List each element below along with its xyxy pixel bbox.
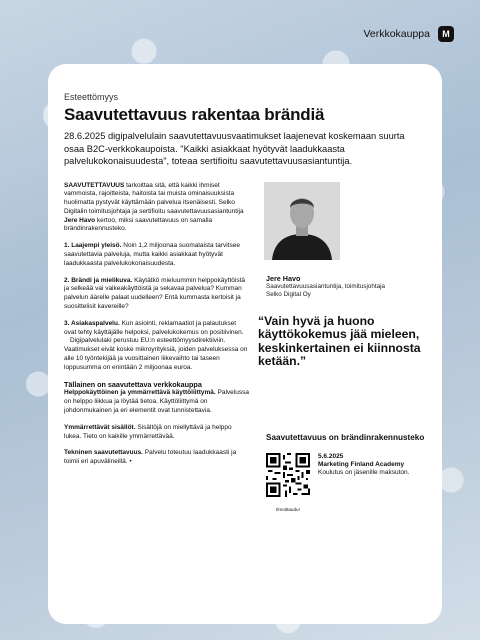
event-details <box>318 453 409 512</box>
qr-wrap[interactable] <box>266 453 310 512</box>
feature-3-text: Palvelu toteutuu laadukkaasti ja toimii eri apuvälineillä. • <box>64 449 237 466</box>
article-title: Saavutettavuus rakentaa brändiä <box>64 105 325 124</box>
event-organizer: Marketing Finland Academy <box>318 460 405 468</box>
article-body <box>64 182 250 512</box>
feature-2 <box>64 424 250 442</box>
intro-text-a: tarkoittaa sitä, että kaikki ihmiset vammoista, rajoitteista, haitoista tai muista ominaisuuksista huolimatta pystyvät käyttämään palvelua itsenäisesti. Selko Digitalin toimitusjohtaja ja sertifioitu saavutettavuusasiantuntija <box>64 181 244 215</box>
subheading: Tällainen on saavutettava verkkokauppa <box>64 379 202 389</box>
feature-1-text: Palvelussa on helppo liikkua ja löytää tietoa. Käyttöliittymä on johdonmukainen ja eri elementit ovat tunnistettavia. <box>64 389 249 415</box>
point-3 <box>64 320 250 338</box>
point-3-text: Kun asiointi, reklamaatiot ja palautukset ovat tehty käyttäjälle helpoksi, palvelukokemus on positiivinen. <box>64 319 244 336</box>
sidebar <box>258 182 426 512</box>
feature-2-text: Sisältöjä on miellyttävä ja helppo lukea. Tieto on kaikille ymmärrettävää. <box>64 423 232 440</box>
intro-name: Jere Havo <box>64 216 96 224</box>
person-role: Saavutettavuusasiantuntija, toimitusjohtaja <box>266 282 386 290</box>
section-label: Verkkokauppa <box>363 28 430 40</box>
point-2-text: Käytätkö mieluummin helppokäyttöistä ja selkeää vai vaikeakäyttöistä ja sekavaa palvelua? Kumman palvelun äärelle palaat uudelleen? Entä kummasta kertoisit ja suosittelisit kavereille? <box>64 276 246 311</box>
intro-strong: SAAVUTETTAVUUS <box>64 181 125 189</box>
point-1 <box>64 242 250 268</box>
point-2-heading: 2. Brändi ja mielikuva. <box>64 276 133 284</box>
feature-3 <box>64 449 250 467</box>
event-description: Koulutus on jäsenille maksuton. <box>318 469 410 477</box>
qr-code-icon[interactable] <box>266 453 310 497</box>
article-columns <box>64 182 426 512</box>
person-name: Jere Havo <box>266 273 301 283</box>
article-lead: 28.6.2025 digipalvelulain saavutettavuusvaatimukset laajenevat koskemaan suurta osaa B2C-verkkokaupoista. "Kaikki asiakkaat hyötyvät laadukkaasta palvelukokonaisuudesta", toteaa sertifioitu saavutettavuusasiantuntija. <box>64 131 405 166</box>
person-company: Selko Digital Oy <box>266 290 311 298</box>
event-box <box>266 453 426 512</box>
intro-paragraph <box>64 182 250 235</box>
magazine-logo-icon: M <box>438 26 454 42</box>
event-box-title: Saavutettavuus on brändinrakennusteko <box>266 432 425 442</box>
feature-3-heading: Tekninen saavutettavuus. <box>64 449 143 457</box>
portrait-photo <box>264 182 340 260</box>
qr-label: Ilmoittaudu! <box>276 506 300 512</box>
law-paragraph: Digipalvelulaki perustuu EU:n esteettömyysdirektiiviin. Vaatimukset eivät koske mikroyrityksiä, joiden palveluksessa on alle 10 työntekijää ja vuosittainen liikevaihto tai taseen loppusumma on enintään 2 miljoonaa euroa. <box>64 337 248 371</box>
article-kicker: Esteettömyys <box>64 92 119 102</box>
point-2 <box>64 277 250 312</box>
feature-1-heading: Helppokäyttöinen ja ymmärrettävä käyttöliittymä. <box>64 389 216 397</box>
feature-1 <box>64 389 250 415</box>
event-date: 5.6.2025 <box>318 452 344 460</box>
point-1-text: Noin 1,2 miljoonaa suomalaista tarvitsee saavutettavia palveluja, mutta kaikki asiakkaat hyötyvät laadukkaasta palvelukokonaisuudesta. <box>64 242 240 267</box>
top-bar <box>363 26 454 42</box>
article-card <box>48 64 442 624</box>
point-3-heading: 3. Asiakaspalvelu. <box>64 319 120 327</box>
pull-quote: “Vain hyvä ja huono käyttökokemus jää mieleen, keskinkertainen ei kiinnosta ketään.” <box>258 313 421 368</box>
feature-2-heading: Ymmärrettävät sisällöt. <box>64 423 136 431</box>
intro-text-b: kertoo, miksi saavutettavuus on samalla brändinrakennusteko. <box>64 216 213 233</box>
point-1-heading: 1. Laajempi yleisö. <box>64 242 122 250</box>
portrait-image-icon <box>264 182 340 260</box>
